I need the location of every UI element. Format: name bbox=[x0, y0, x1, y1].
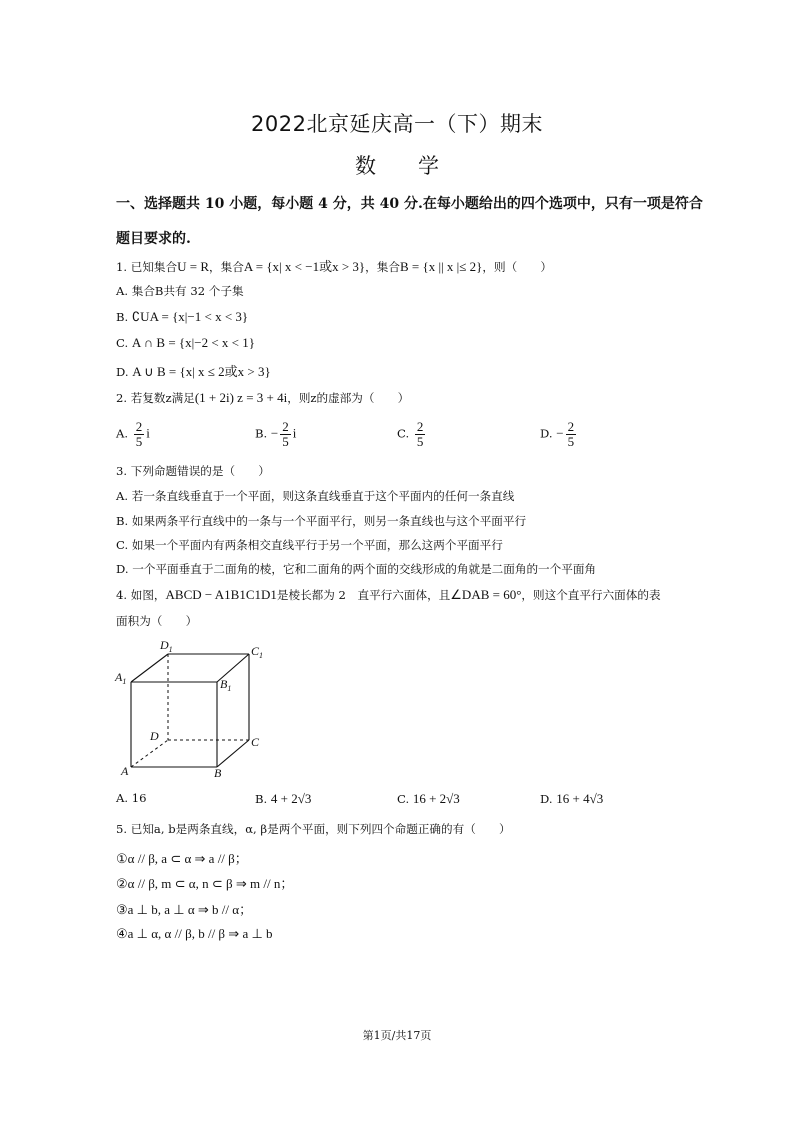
question-4-option-a: A. 16 bbox=[116, 791, 147, 805]
section-heading-line1: 一、选择题共 10 小题，每小题 4 分，共 40 分.在每小题给出的四个选项中，只有一项是符合 bbox=[116, 196, 703, 212]
parallelepiped-figure bbox=[112, 632, 272, 782]
label-d1: $D_1$ bbox=[160, 638, 173, 654]
label-a1: $A_1$ bbox=[115, 670, 127, 686]
set-b: B = {x || x |≤ 2} bbox=[399, 259, 483, 274]
question-1-stem: 1. 已知集合U = R，集合A = {x| x < −1或x > 3}，集合B = {x || x |≤ 2}，则（ ） bbox=[116, 259, 552, 274]
question-2-option-d: D. − $\frac{2}{5}$ bbox=[540, 419, 575, 449]
question-3-option-c: C. 如果一个平面内有两条相交直线平行于另一个平面，那么这两个平面平行 bbox=[116, 538, 503, 552]
set-a: A = {x| x < −1或x > 3} bbox=[243, 259, 366, 274]
complex-equation: (1 + 2i) z = 3 + 4i bbox=[194, 390, 288, 405]
label-a: A bbox=[121, 764, 129, 778]
question-4-stem-line2: 面积为（ ） bbox=[116, 614, 198, 628]
question-1-option-d: D. A ∪ B = {x| x ≤ 2或x > 3} bbox=[116, 364, 271, 379]
question-2-option-b: B. − $\frac{2}{5}$ i bbox=[255, 419, 297, 449]
label-c1: $C_1$ bbox=[251, 644, 264, 660]
label-c: C bbox=[251, 735, 260, 749]
edge-ad-hidden bbox=[131, 740, 168, 767]
question-4-option-c: C. 16 + 2√3 bbox=[397, 791, 460, 806]
question-5-stem: 5. 已知a, b是两条直线，α, β是两个平面，则下列四个命题正确的有（ ） bbox=[116, 822, 511, 836]
label-d: D bbox=[150, 729, 159, 743]
question-2-option-a: A. $\frac{2}{5}$ i bbox=[116, 419, 150, 449]
edge-a1d1 bbox=[131, 654, 168, 682]
subject-title: 数 学 bbox=[355, 154, 439, 178]
page-footer: 第1页/共17页 bbox=[362, 1029, 432, 1042]
universe-set: U = R bbox=[177, 259, 210, 274]
label-b1: $B_1$ bbox=[220, 677, 232, 693]
question-3-option-a: A. 若一条直线垂直于一个平面，则这条直线垂直于这个平面内的任何一条直线 bbox=[116, 489, 515, 503]
edge-bc bbox=[217, 740, 249, 767]
question-3-option-b: B. 如果两条平行直线中的一条与一个平面平行，则另一条直线也与这个平面平行 bbox=[116, 514, 527, 528]
page-title: 2022北京延庆高一（下）期末 bbox=[251, 112, 543, 136]
question-4-option-d: D. 16 + 4√3 bbox=[540, 791, 604, 806]
question-2-option-c: C. $\frac{2}{5}$ bbox=[397, 419, 424, 449]
question-3-option-d: D. 一个平面垂直于二面角的棱，它和二面角的两个面的交线形成的角就是二面角的一个平面角 bbox=[116, 562, 597, 576]
question-5-item-2: ②α // β, m ⊂ α, n ⊂ β ⇒ m // n； bbox=[116, 876, 294, 891]
angle-dab: ∠DAB = 60° bbox=[450, 587, 522, 602]
label-b: B bbox=[214, 766, 222, 780]
question-3-stem: 3. 下列命题错误的是（ ） bbox=[116, 464, 270, 478]
question-4-stem: 4. 如图，ABCD − A1B1C1D1是棱长都为 2 直平行六面体，且∠DAB = 60°，则这个直平行六面体的表 bbox=[116, 587, 661, 602]
question-1-option-a: A. 集合B共有 32 个子集 bbox=[116, 284, 244, 298]
question-5-item-1: ①α // β, a ⊂ α ⇒ a // β； bbox=[116, 851, 248, 866]
question-1-option-b: B. ∁UA = {x|−1 < x < 3} bbox=[116, 309, 249, 324]
question-4-option-b: B. 4 + 2√3 bbox=[255, 791, 312, 806]
question-5-item-3: ③a ⊥ b, a ⊥ α ⇒ b // α； bbox=[116, 902, 253, 917]
question-2-stem: 2. 若复数z满足(1 + 2i) z = 3 + 4i，则z的虚部为（ ） bbox=[116, 390, 410, 405]
solid-name: ABCD − A1B1C1D1 bbox=[165, 587, 277, 602]
question-1-option-c: C. A ∩ B = {x|−2 < x < 1} bbox=[116, 335, 255, 350]
question-5-item-4: ④a ⊥ α, α // β, b // β ⇒ a ⊥ b bbox=[116, 926, 273, 941]
section-heading-line2: 题目要求的. bbox=[116, 231, 191, 247]
